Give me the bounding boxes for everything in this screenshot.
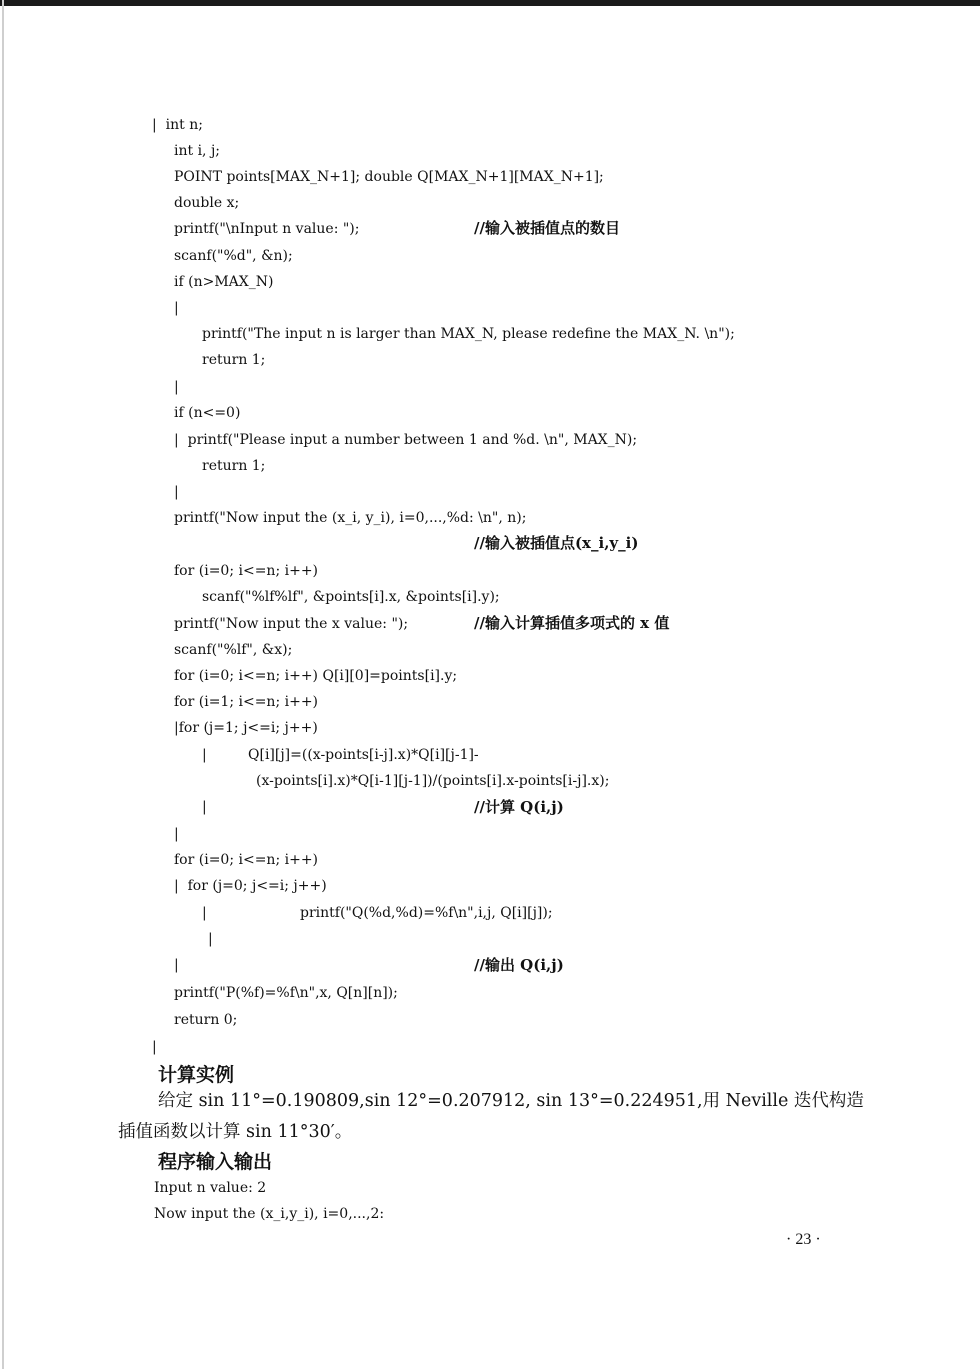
example-heading: 计算实例 <box>158 1064 235 1086</box>
code-line: printf("The input n is larger than MAX_N, please redefine the MAX_N. \n"); <box>202 326 735 342</box>
code-line: | <box>202 905 207 921</box>
code-line: | <box>202 799 207 815</box>
code-line: (x-points[i].x)*Q[i-1][j-1])/(points[i].x-points[i-j].x); <box>256 773 610 789</box>
code-line: if (n>MAX_N) <box>174 274 274 290</box>
code-line: for (i=0; i<=n; i++) Q[i][0]=points[i].y; <box>174 668 458 684</box>
code-line: | <box>208 931 213 947</box>
io-line: Now input the (x_i,y_i), i=0,...,2: <box>154 1206 385 1222</box>
code-line: scanf("%lf", &x); <box>174 642 293 658</box>
io-heading: 程序输入输出 <box>158 1151 273 1173</box>
code-line: | <box>174 957 179 973</box>
code-comment: //输出 Q(i,j) <box>474 956 564 974</box>
code-line: |for (j=1; j<=i; j++) <box>174 720 318 736</box>
code-comment: //计算 Q(i,j) <box>474 798 564 816</box>
code-line: | <box>174 484 179 500</box>
code-line: | for (j=0; j<=i; j++) <box>174 878 327 894</box>
code-line: | printf("Please input a number between 1 and %d. \n", MAX_N); <box>174 432 638 448</box>
code-line: return 0; <box>174 1012 238 1028</box>
code-line: Q[i][j]=((x-points[i-j].x)*Q[i][j-1]- <box>248 747 479 763</box>
code-line: printf("Now input the (x_i, y_i), i=0,...,%d: \n", n); <box>174 510 527 526</box>
code-line: | <box>202 747 207 763</box>
code-line: return 1; <box>202 352 266 368</box>
code-line: for (i=1; i<=n; i++) <box>174 694 319 710</box>
code-line: | <box>174 826 179 842</box>
code-line: for (i=0; i<=n; i++) <box>174 852 319 868</box>
page-number: · 23 · <box>786 1231 821 1248</box>
code-line: scanf("%lf%lf", &points[i].x, &points[i].y); <box>202 589 500 605</box>
code-line: if (n<=0) <box>174 405 241 421</box>
page-edge <box>2 0 4 1369</box>
code-comment: //输入被插值点的数目 <box>474 219 620 237</box>
code-line: for (i=0; i<=n; i++) <box>174 563 319 579</box>
code-line: scanf("%d", &n); <box>174 248 293 264</box>
example-paragraph-line-2: 插值函数以计算 sin 11°30′。 <box>118 1122 353 1142</box>
example-paragraph-line-1: 给定 sin 11°=0.190809,sin 12°=0.207912, sin 13°=0.224951,用 Neville 迭代构造 <box>158 1091 864 1111</box>
top-rule <box>0 0 980 6</box>
code-comment: //输入计算插值多项式的 x 值 <box>474 614 670 632</box>
code-line: printf("Q(%d,%d)=%f\n",i,j, Q[i][j]); <box>300 905 553 921</box>
code-line: int i, j; <box>174 143 221 159</box>
code-line: | <box>174 300 179 316</box>
code-line: POINT points[MAX_N+1]; double Q[MAX_N+1][MAX_N+1]; <box>174 169 604 185</box>
code-line: printf("\nInput n value: "); <box>174 221 360 237</box>
code-comment: //输入被插值点(x_i,y_i) <box>474 534 639 552</box>
io-line: Input n value: 2 <box>154 1180 267 1196</box>
code-line: return 1; <box>202 458 266 474</box>
code-line: | <box>174 379 179 395</box>
code-line: double x; <box>174 195 240 211</box>
code-line: | <box>152 1039 157 1055</box>
code-line: printf("Now input the x value: "); <box>174 616 409 632</box>
code-line: printf("P(%f)=%f\n",x, Q[n][n]); <box>174 985 398 1001</box>
code-line: | int n; <box>152 117 203 133</box>
